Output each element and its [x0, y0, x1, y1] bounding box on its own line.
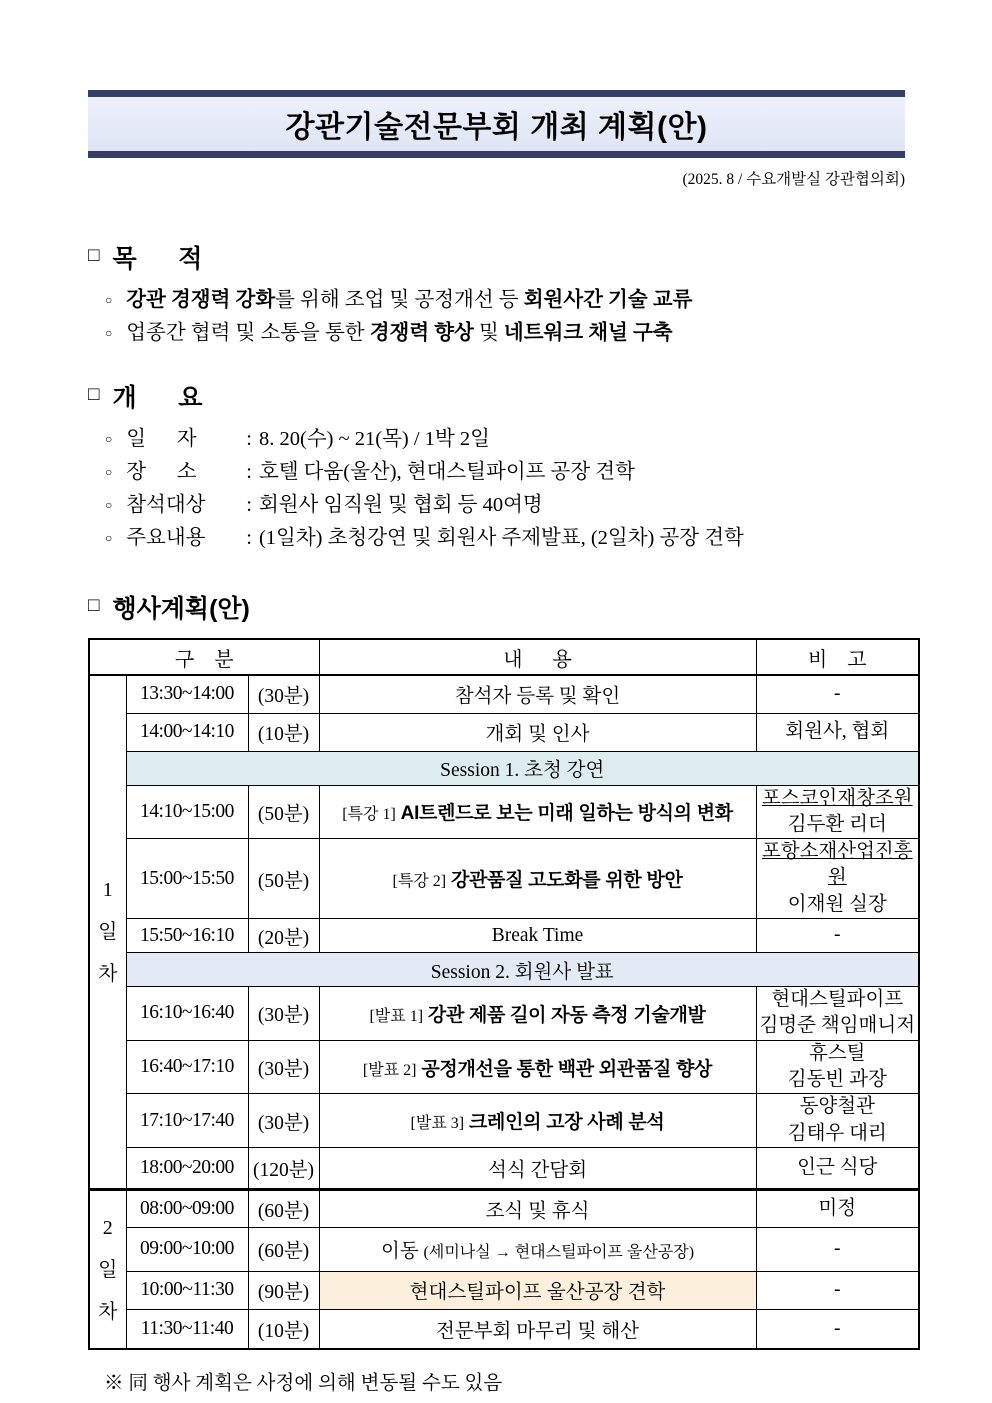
content-cell: 이동 (세미나실 → 현대스틸파이프 울산공장) — [319, 1227, 756, 1271]
note-cell: 포스코인재창조원 김두환 리더 — [756, 785, 919, 839]
time-cell: 08:00~09:00 — [126, 1189, 248, 1227]
schedule-table — [88, 638, 920, 1350]
circle-bullet-icon: ○ — [105, 531, 113, 545]
title-banner — [88, 90, 905, 158]
duration-cell: (60분) — [248, 1227, 319, 1271]
circle-bullet-icon: ○ — [105, 293, 113, 307]
section-purpose — [88, 239, 920, 350]
time-cell: 13:30~14:00 — [126, 675, 248, 713]
note-cell: 포항소재산업진흥원 이재원 실장 — [756, 839, 919, 919]
column-header-note: 비 고 — [756, 639, 919, 675]
overview-list — [105, 423, 920, 555]
overview-item — [105, 456, 920, 489]
table-row — [89, 713, 919, 751]
purpose-bullet-text: 업종간 협력 및 소통을 통한 경쟁력 향상 및 네트워크 채널 구축 — [126, 322, 673, 344]
square-bullet-icon: □ — [88, 595, 100, 616]
section-heading-purpose — [88, 239, 920, 275]
session1-banner: Session 1. 초청 강연 — [126, 751, 919, 785]
content-cell: [발표 3] 크레인의 고장 사례 분석 — [319, 1094, 756, 1148]
table-row — [89, 1309, 919, 1349]
content-cell: 참석자 등록 및 확인 — [319, 675, 756, 713]
time-cell: 16:40~17:10 — [126, 1040, 248, 1094]
duration-cell: (30분) — [248, 1040, 319, 1094]
time-cell: 10:00~11:30 — [126, 1271, 248, 1309]
duration-cell: (10분) — [248, 713, 319, 751]
column-header-content: 내 용 — [319, 639, 756, 675]
content-cell: [특강 1] AI트렌드로 보는 미래 일하는 방식의 변화 — [319, 785, 756, 839]
note-cell: - — [756, 1227, 919, 1271]
purpose-list — [105, 284, 920, 350]
duration-cell: (50분) — [248, 785, 319, 839]
time-cell: 16:10~16:40 — [126, 987, 248, 1041]
section-heading-schedule — [88, 589, 920, 625]
overview-item-text: 장 소 : 호텔 다움(울산), 현대스틸파이프 공장 견학 — [126, 461, 635, 483]
section-schedule — [88, 589, 920, 1395]
square-bullet-icon: □ — [88, 384, 100, 405]
table-row — [89, 1094, 919, 1148]
note-cell: - — [756, 1309, 919, 1349]
page-title: 강관기술전문부회 개최 계획(안) — [285, 111, 708, 144]
table-row — [89, 919, 919, 953]
time-cell: 09:00~10:00 — [126, 1227, 248, 1271]
table-row — [89, 987, 919, 1041]
table-row — [89, 1271, 919, 1309]
table-row — [89, 785, 919, 839]
overview-item-text: 주요내용 : (1일차) 초청강연 및 회원사 주제발표, (2일차) 공장 견학 — [126, 527, 744, 549]
table-row — [89, 1147, 919, 1189]
content-cell: 전문부회 마무리 및 해산 — [319, 1309, 756, 1349]
document-page — [88, 90, 920, 1395]
time-cell: 14:00~14:10 — [126, 713, 248, 751]
overview-item — [105, 522, 920, 555]
overview-item — [105, 423, 920, 456]
duration-cell: (50분) — [248, 839, 319, 919]
overview-item — [105, 489, 920, 522]
content-cell: Break Time — [319, 919, 756, 953]
content-cell: [발표 2] 공정개선을 통한 백관 외관품질 향상 — [319, 1040, 756, 1094]
time-cell: 15:00~15:50 — [126, 839, 248, 919]
circle-bullet-icon: ○ — [105, 465, 113, 479]
circle-bullet-icon: ○ — [105, 432, 113, 446]
content-cell: 조식 및 휴식 — [319, 1189, 756, 1227]
table-row — [89, 675, 919, 713]
section-title-schedule: 행사계획(안) — [112, 595, 250, 623]
square-bullet-icon: □ — [88, 245, 100, 266]
content-cell: 석식 간담회 — [319, 1147, 756, 1189]
section-overview — [88, 378, 920, 555]
overview-item-text: 일 자 : 8. 20(수) ~ 21(목) / 1박 2일 — [126, 428, 490, 450]
duration-cell: (30분) — [248, 675, 319, 713]
day2-cell — [89, 1189, 126, 1349]
circle-bullet-icon: ○ — [105, 326, 113, 340]
section-heading-overview — [88, 378, 920, 414]
session-row — [89, 751, 919, 785]
duration-cell: (10분) — [248, 1309, 319, 1349]
overview-item-text: 참석대상 : 회원사 임직원 및 협회 등 40여명 — [126, 494, 543, 516]
time-cell: 14:10~15:00 — [126, 785, 248, 839]
session2-banner: Session 2. 회원사 발표 — [126, 953, 919, 987]
session-row — [89, 953, 919, 987]
duration-cell: (120분) — [248, 1147, 319, 1189]
schedule-header-row — [89, 639, 919, 675]
note-cell: 현대스틸파이프 김명준 책임매니저 — [756, 987, 919, 1041]
duration-cell: (20분) — [248, 919, 319, 953]
purpose-bullet-text: 강관 경쟁력 강화를 위해 조업 및 공정개선 등 회원사간 기술 교류 — [126, 289, 693, 311]
duration-cell: (30분) — [248, 987, 319, 1041]
table-row — [89, 839, 919, 919]
time-cell: 17:10~17:40 — [126, 1094, 248, 1148]
column-header-group: 구 분 — [89, 639, 319, 675]
day1-cell — [89, 675, 126, 1189]
title-meta: (2025. 8 / 수요개발실 강관협의회) — [682, 171, 905, 188]
content-cell: [발표 1] 강관 제품 길이 자동 측정 기술개발 — [319, 987, 756, 1041]
purpose-bullet — [105, 284, 920, 317]
time-cell: 18:00~20:00 — [126, 1147, 248, 1189]
content-cell: 개회 및 인사 — [319, 713, 756, 751]
note-cell: 인근 식당 — [756, 1147, 919, 1189]
note-cell: 휴스틸 김동빈 과장 — [756, 1040, 919, 1094]
schedule-footnote: ※ 同 행사 계획은 사정에 의해 변동될 수도 있음 — [104, 1373, 503, 1395]
day1-label: 1일차 — [98, 878, 118, 985]
section-title-purpose: 목 적 — [112, 245, 203, 273]
time-cell: 15:50~16:10 — [126, 919, 248, 953]
note-cell: 동양철관 김태우 대리 — [756, 1094, 919, 1148]
circle-bullet-icon: ○ — [105, 498, 113, 512]
duration-cell: (60분) — [248, 1189, 319, 1227]
note-cell: - — [756, 675, 919, 713]
section-title-overview: 개 요 — [112, 384, 203, 412]
day2-label: 2일차 — [98, 1216, 118, 1323]
note-cell: 미정 — [756, 1189, 919, 1227]
note-cell: - — [756, 919, 919, 953]
time-cell: 11:30~11:40 — [126, 1309, 248, 1349]
duration-cell: (90분) — [248, 1271, 319, 1309]
table-row — [89, 1227, 919, 1271]
content-cell-highlight: 현대스틸파이프 울산공장 견학 — [319, 1271, 756, 1309]
table-row — [89, 1040, 919, 1094]
content-cell: [특강 2] 강관품질 고도화를 위한 방안 — [319, 839, 756, 919]
purpose-bullet — [105, 317, 920, 350]
note-cell: 회원사, 협회 — [756, 713, 919, 751]
table-row — [89, 1189, 919, 1227]
duration-cell: (30분) — [248, 1094, 319, 1148]
note-cell: - — [756, 1271, 919, 1309]
